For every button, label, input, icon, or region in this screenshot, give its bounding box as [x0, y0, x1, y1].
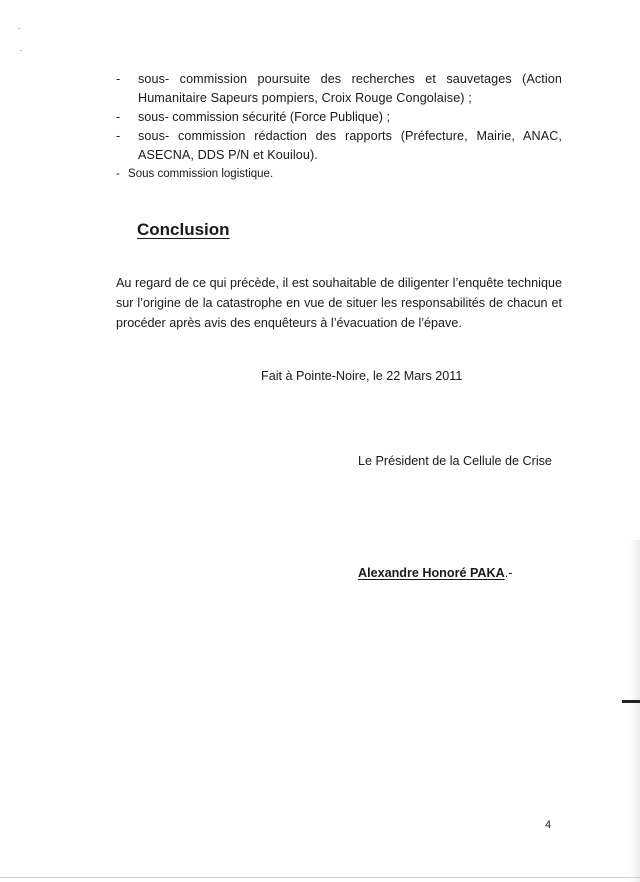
signatory-name-block — [358, 566, 512, 580]
list-item-text: Sous commission logistique. — [128, 168, 274, 180]
scan-speck — [20, 50, 22, 51]
list-item-text: sous- commission sécurité (Force Publique) ; — [138, 110, 390, 124]
scan-edge-mark — [622, 700, 640, 703]
signatory-name: Alexandre Honoré PAKA — [358, 566, 505, 580]
list-bullet: - — [116, 110, 121, 124]
conclusion-paragraph: Au regard de ce qui précède, il est souhaitable de diligenter l’enquête technique sur l’origine de la catastrophe en vue de situer les responsabilités de chacun et procéder après avis des enquêteurs à l’évacuation de l’épave. — [116, 276, 562, 330]
signatory-name-tail: .- — [504, 566, 513, 580]
list-item-text: sous- commission rédaction des rapports (Préfecture, Mairie, ANAC, ASECNA, DDS P/N et Kouilou). — [138, 129, 562, 162]
commission-list — [116, 70, 562, 165]
scan-speck — [18, 28, 20, 29]
logistics-item — [116, 168, 273, 180]
place-date: Fait à Pointe-Noire, le 22 Mars 2011 — [261, 369, 463, 383]
list-bullet: - — [116, 168, 120, 180]
list-item-text: sous- commission poursuite des recherches et sauvetages (Action Humanitaire Sapeurs pompiers, Croix Rouge Congolaise) ; — [138, 72, 562, 105]
conclusion-heading: Conclusion — [137, 220, 230, 239]
scan-edge-shadow — [630, 540, 640, 882]
signatory-role: Le Président de la Cellule de Crise — [358, 454, 552, 468]
list-item — [116, 127, 562, 165]
list-bullet: - — [116, 72, 121, 86]
list-item — [116, 108, 562, 127]
scan-bottom-edge — [0, 877, 640, 878]
list-bullet: - — [116, 129, 121, 143]
list-item — [116, 70, 562, 108]
page-number: 4 — [545, 819, 552, 831]
